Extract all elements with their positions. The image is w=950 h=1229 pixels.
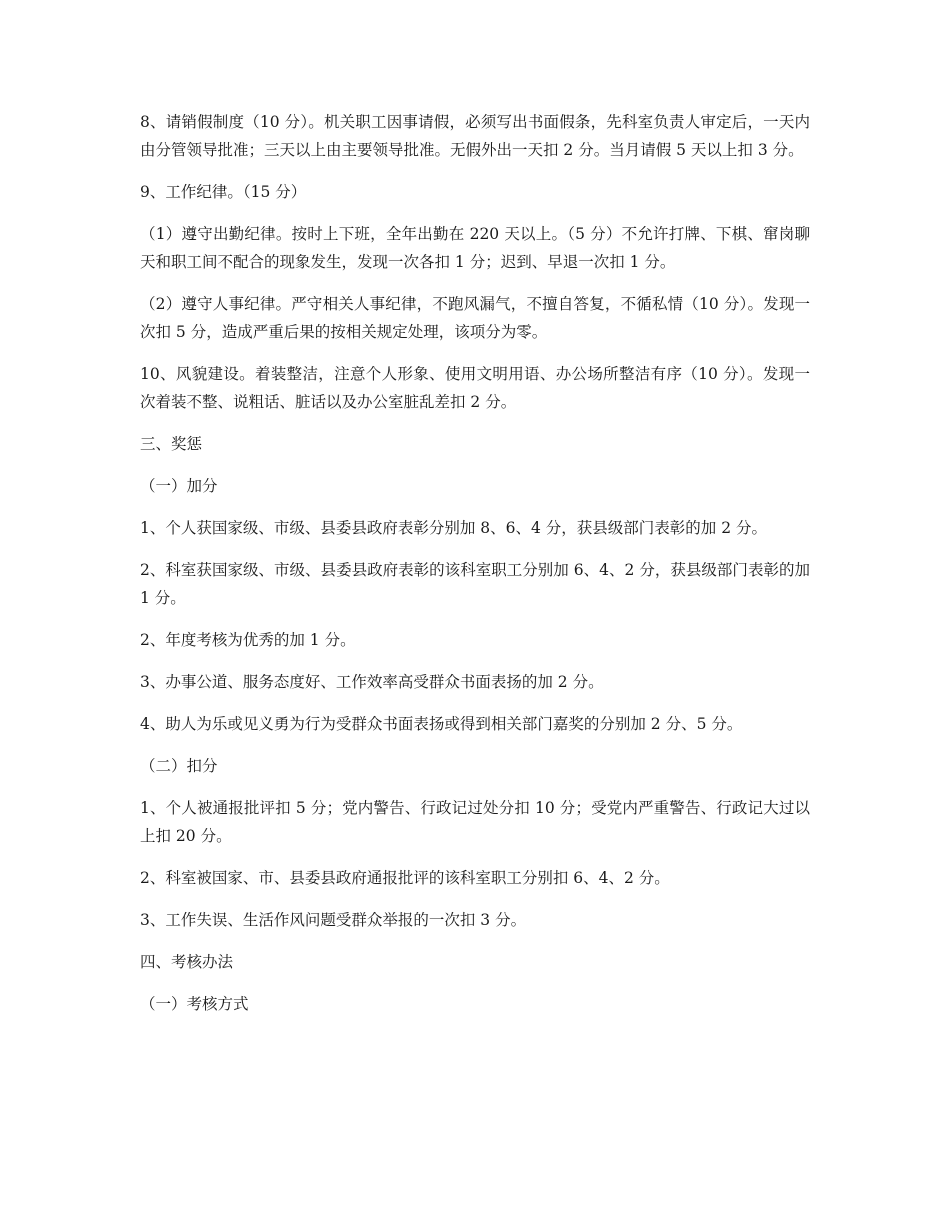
paragraph-bonus-individual: 1、个人获国家级、市级、县委县政府表彰分别加 8、6、4 分，获县级部门表彰的加 2 分。 (140, 519, 768, 537)
paragraph-bonus-department: 2、科室获国家级、市级、县委县政府表彰的该科室职工分别加 6、4、2 分，获县级部门表彰的加 1 分。 (140, 561, 810, 607)
paragraph-bonus-annual: 2、年度考核为优秀的加 1 分。 (140, 631, 356, 649)
subheading-bonus: （一）加分 (140, 477, 218, 495)
paragraph-deduct-department: 2、科室被国家、市、县委县政府通报批评的该科室职工分别扣 6、4、2 分。 (140, 869, 670, 887)
paragraph-appearance: 10、风貌建设。着装整洁，注意个人形象、使用文明用语、办公场所整洁有序（10 分）。发现一次着装不整、说粗话、脏话以及办公室脏乱差扣 2 分。 (140, 365, 810, 411)
paragraph-personnel-discipline: （2）遵守人事纪律。严守相关人事纪律，不跑风漏气，不擅自答复，不循私情（10 分）。发现一次扣 5 分，造成严重后果的按相关规定处理，该项分为零。 (140, 295, 810, 341)
paragraph-deduct-complaint: 3、工作失误、生活作风问题受群众举报的一次扣 3 分。 (140, 911, 527, 929)
subheading-deduction: （二）扣分 (140, 757, 218, 775)
section-heading-assessment: 四、考核办法 (140, 953, 234, 971)
section-heading-rewards: 三、奖惩 (140, 435, 203, 453)
paragraph-bonus-service: 3、办事公道、服务态度好、工作效率高受群众书面表扬的加 2 分。 (140, 673, 604, 691)
paragraph-deduct-individual: 1、个人被通报批评扣 5 分；党内警告、行政记过处分扣 10 分；受党内严重警告、行政记大过以上扣 20 分。 (140, 799, 810, 845)
subheading-assessment-method: （一）考核方式 (140, 995, 249, 1013)
paragraph-attendance: （1）遵守出勤纪律。按时上下班，全年出勤在 220 天以上。（5 分）不允许打牌、下棋、窜岗聊天和职工间不配合的现象发生，发现一次各扣 1 分；迟到、早退一次扣 1 分。 (140, 225, 810, 271)
paragraph-leave-system: 8、请销假制度（10 分）。机关职工因事请假，必须写出书面假条，先科室负责人审定后，一天内由分管领导批准；三天以上由主要领导批准。无假外出一天扣 2 分。当月请假 5 天以上扣 3 分。 (140, 113, 810, 159)
paragraph-work-discipline: 9、工作纪律。（15 分） (140, 183, 307, 201)
paragraph-bonus-bravery: 4、助人为乐或见义勇为行为受群众书面表扬或得到相关部门嘉奖的分别加 2 分、5 分。 (140, 715, 743, 733)
document-page (140, 108, 810, 1032)
